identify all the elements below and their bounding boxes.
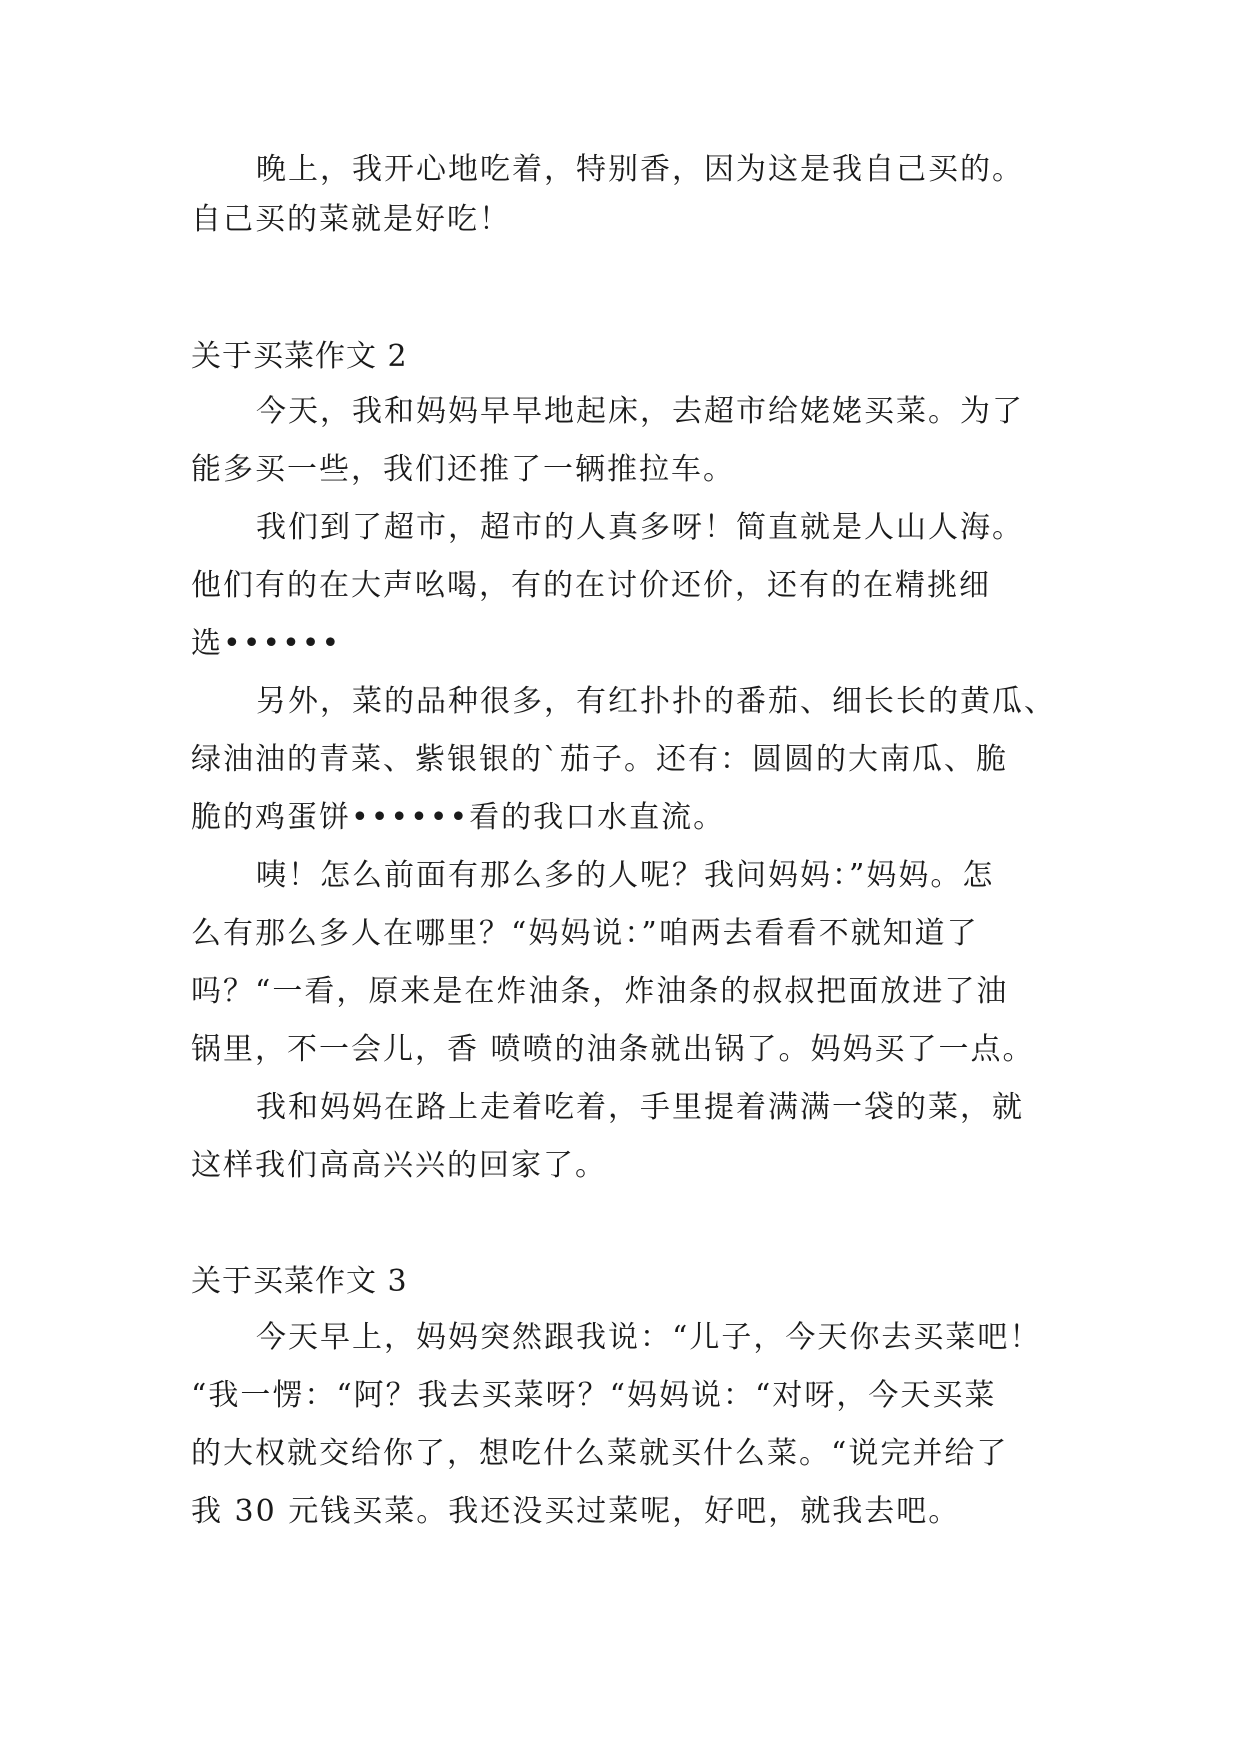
paragraph-line: 我们到了超市，超市的人真多呀！简直就是人山人海。 [256, 510, 1024, 545]
paragraph-line: “我一愣：“阿？我去买菜呀？“妈妈说：“对呀，今天买菜 [191, 1378, 997, 1413]
paragraph-line: 吗？“一看，原来是在炸油条，炸油条的叔叔把面放进了油 [191, 974, 1009, 1009]
paragraph-line: 他们有的在大声吆喝，有的在讨价还价，还有的在精挑细 [191, 568, 991, 603]
paragraph-line: 么有那么多人在哪里？“妈妈说：”咱两去看看不就知道了 [191, 916, 979, 951]
paragraph-line: 脆的鸡蛋饼••••••看的我口水直流。 [191, 800, 726, 835]
paragraph-line: 锅里，不一会儿，香 喷喷的油条就出锅了。妈妈买了一点。 [191, 1032, 1035, 1067]
paragraph-line: 今天早上，妈妈突然跟我说：“儿子，今天你去买菜吧！ [256, 1320, 1042, 1355]
paragraph-line: 这样我们高高兴兴的回家了。 [191, 1148, 607, 1183]
paragraph-line: 我 30 元钱买菜。我还没买过菜呢，好吧，就我去吧。 [191, 1494, 961, 1529]
paragraph-line: 绿油油的青菜、紫银银的`茄子。还有：圆圆的大南瓜、脆 [191, 742, 1008, 777]
paragraph-line: 能多买一些，我们还推了一辆推拉车。 [191, 452, 735, 487]
paragraph-line: 咦！怎么前面有那么多的人呢？我问妈妈：”妈妈。怎 [256, 858, 995, 893]
paragraph-line: 选•••••• [191, 626, 342, 661]
paragraph-line: 另外，菜的品种很多，有红扑扑的番茄、细长长的黄瓜、 [256, 684, 1056, 719]
section-heading: 关于买菜作文 2 [191, 339, 408, 374]
paragraph-line: 我和妈妈在路上走着吃着，手里提着满满一袋的菜，就 [256, 1090, 1024, 1125]
paragraph-line: 的大权就交给你了，想吃什么菜就买什么菜。“说完并给了 [191, 1436, 1009, 1471]
paragraph-line: 今天，我和妈妈早早地起床，去超市给姥姥买菜。为了 [256, 394, 1024, 429]
paragraph-line: 自己买的菜就是好吃！ [191, 202, 511, 237]
paragraph-line: 晚上，我开心地吃着，特别香，因为这是我自己买的。 [256, 152, 1024, 187]
section-heading: 关于买菜作文 3 [191, 1264, 408, 1299]
